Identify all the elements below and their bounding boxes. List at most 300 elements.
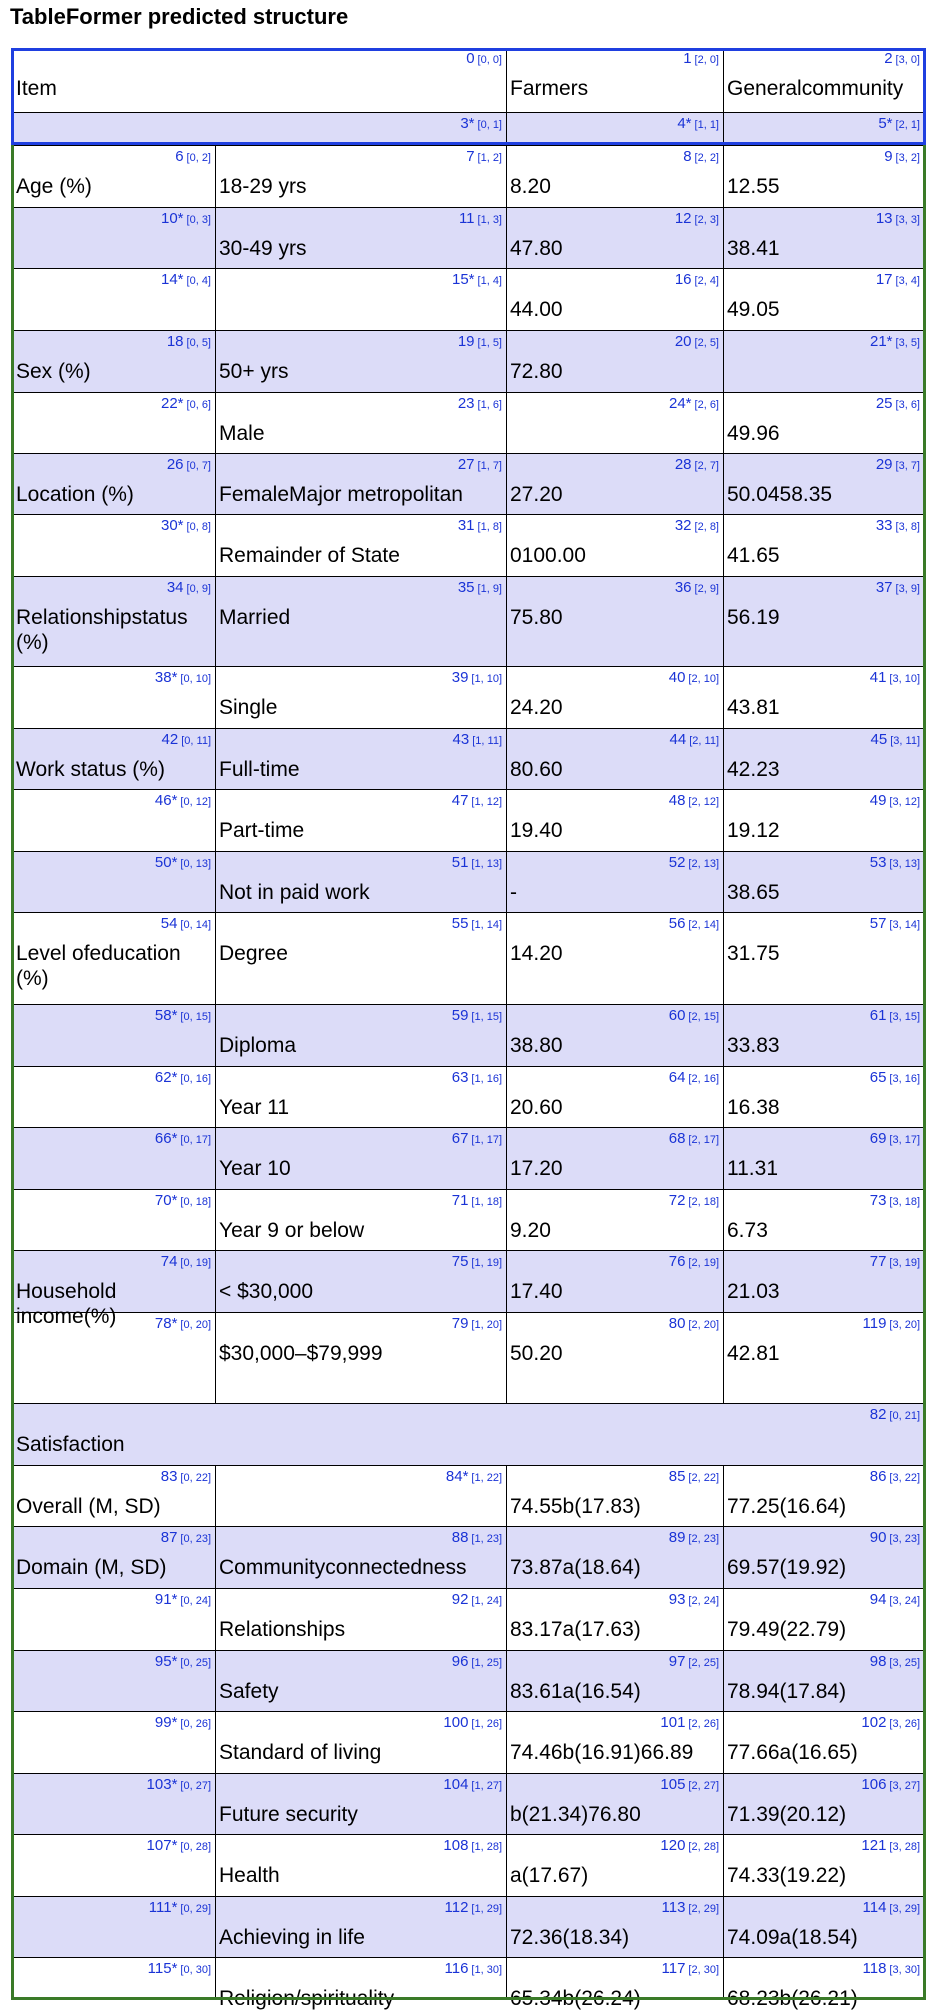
cell-grid-coordinate: [3, 15] bbox=[889, 1011, 920, 1023]
cell-grid-coordinate: [0, 20] bbox=[180, 1319, 211, 1331]
cell-text: 17.20 bbox=[510, 1157, 563, 1180]
cell-grid-coordinate: [0, 10] bbox=[180, 673, 211, 685]
cell-grid-coordinate: [0, 4] bbox=[186, 275, 211, 287]
cell-index-number: 104 bbox=[443, 1776, 469, 1793]
cell-text: Achieving in life bbox=[219, 1926, 365, 1949]
cell-grid-coordinate: [3, 11] bbox=[890, 735, 920, 747]
cell-index-number: 21* bbox=[870, 333, 893, 350]
cell-index-number: 61 bbox=[869, 1007, 887, 1024]
cell-text: Overall (M, SD) bbox=[16, 1495, 161, 1518]
cell-text: 83.17a(17.63) bbox=[510, 1618, 641, 1641]
cell-grid-coordinate: [3, 9] bbox=[895, 583, 920, 595]
cell-grid-coordinate: [2, 6] bbox=[694, 399, 719, 411]
cell-index-number: 11 bbox=[458, 210, 475, 227]
cell-index-number: 69 bbox=[869, 1130, 887, 1147]
cell-index-number: 63 bbox=[451, 1069, 469, 1086]
cell-grid-coordinate: [3, 6] bbox=[895, 399, 920, 411]
cell-grid-coordinate: [2, 2] bbox=[694, 152, 719, 164]
cell-grid-coordinate: [3, 20] bbox=[889, 1319, 920, 1331]
cell-index-number: 34 bbox=[166, 579, 184, 596]
cell-text: Remainder of State bbox=[219, 544, 400, 567]
cell-grid-coordinate: [0, 29] bbox=[180, 1903, 211, 1915]
cell-index-number: 89 bbox=[668, 1529, 686, 1546]
cell-index-number: 70* bbox=[154, 1192, 178, 1209]
cell-grid-coordinate: [2, 0] bbox=[694, 54, 719, 66]
cell-index-number: 10* bbox=[161, 210, 184, 227]
cell-grid-coordinate: [1, 14] bbox=[471, 919, 502, 931]
cell-index-number: 14* bbox=[161, 271, 184, 288]
cell-grid-coordinate: [1, 22] bbox=[471, 1472, 502, 1484]
cell-index-number: 94 bbox=[869, 1591, 887, 1608]
cell-grid-coordinate: [1, 8] bbox=[477, 521, 502, 533]
cell-text: Domain (M, SD) bbox=[16, 1556, 167, 1579]
cell-grid-coordinate: [1, 7] bbox=[477, 460, 502, 472]
cell-grid-coordinate: [0, 14] bbox=[180, 919, 211, 931]
cell-index-number: 12 bbox=[674, 210, 692, 227]
cell-index-number: 4* bbox=[677, 115, 692, 132]
cell-index-number: 107* bbox=[146, 1837, 178, 1854]
cell-grid-coordinate: [0, 17] bbox=[180, 1134, 211, 1146]
cell-grid-coordinate: [2, 19] bbox=[688, 1257, 719, 1269]
cell-index-number: 3* bbox=[460, 115, 475, 132]
cell-text: 11.31 bbox=[727, 1157, 778, 1180]
cell-text: 8.20 bbox=[510, 175, 551, 198]
cell-index-number: 58* bbox=[154, 1007, 178, 1024]
cell-grid-coordinate: [2, 23] bbox=[688, 1533, 719, 1545]
cell-text: 0100.00 bbox=[510, 544, 586, 567]
cell-grid-coordinate: [2, 8] bbox=[694, 521, 719, 533]
cell-text: Part-time bbox=[219, 819, 305, 842]
cell-index-number: 60 bbox=[668, 1007, 686, 1024]
cell-grid-coordinate: [0, 7] bbox=[186, 460, 211, 472]
cell-grid-coordinate: [0, 13] bbox=[180, 858, 211, 870]
cell-grid-coordinate: [2, 18] bbox=[688, 1196, 719, 1208]
cell-text: 20.60 bbox=[510, 1096, 563, 1119]
cell-index-number: 37 bbox=[875, 579, 893, 596]
cell-index-number: 100 bbox=[443, 1714, 469, 1731]
cell-index-number: 112 bbox=[444, 1899, 469, 1916]
cell-index-number: 86 bbox=[869, 1468, 887, 1485]
table-header-border bbox=[11, 48, 926, 145]
cell-index-number: 41 bbox=[869, 669, 887, 686]
cell-text: Standard of living bbox=[219, 1741, 382, 1764]
cell-index-number: 16 bbox=[674, 271, 692, 288]
cell-grid-coordinate: [3, 30] bbox=[889, 1964, 920, 1976]
cell-text: 41.65 bbox=[727, 544, 780, 567]
cell-index-number: 25 bbox=[875, 395, 893, 412]
cell-index-number: 38* bbox=[154, 669, 178, 686]
cell-grid-coordinate: [1, 1] bbox=[694, 119, 719, 131]
cell-grid-coordinate: [0, 22] bbox=[180, 1472, 211, 1484]
cell-index-number: 74 bbox=[160, 1253, 178, 1270]
cell-index-number: 29 bbox=[875, 456, 893, 473]
cell-index-number: 114 bbox=[862, 1899, 887, 1916]
cell-text: 77.66a(16.65) bbox=[727, 1741, 858, 1764]
cell-grid-coordinate: [1, 15] bbox=[471, 1011, 502, 1023]
cell-grid-coordinate: [3, 18] bbox=[889, 1196, 920, 1208]
cell-index-number: 91* bbox=[154, 1591, 178, 1608]
cell-text: 65.34b(26.24) bbox=[510, 1987, 641, 2010]
cell-index-number: 46* bbox=[154, 792, 178, 809]
cell-index-number: 44 bbox=[669, 731, 687, 748]
cell-grid-coordinate: [1, 6] bbox=[477, 399, 502, 411]
cell-text: 80.60 bbox=[510, 758, 563, 781]
cell-text: Safety bbox=[219, 1680, 279, 1703]
cell-index-number: 96 bbox=[451, 1653, 469, 1670]
cell-index-number: 27 bbox=[457, 456, 475, 473]
cell-index-number: 93 bbox=[668, 1591, 686, 1608]
cell-text: 75.80 bbox=[510, 606, 563, 629]
cell-index-number: 65 bbox=[869, 1069, 887, 1086]
cell-text: 14.20 bbox=[510, 942, 563, 965]
cell-index-number: 18 bbox=[166, 333, 184, 350]
cell-grid-coordinate: [2, 17] bbox=[688, 1134, 719, 1146]
cell-index-number: 9 bbox=[884, 148, 893, 165]
cell-text: 21.03 bbox=[727, 1280, 780, 1303]
cell-index-number: 50* bbox=[154, 854, 178, 871]
cell-index-number: 66* bbox=[154, 1130, 178, 1147]
cell-index-number: 119 bbox=[862, 1315, 887, 1332]
cell-text: 12.55 bbox=[727, 175, 780, 198]
cell-grid-coordinate: [3, 25] bbox=[889, 1657, 920, 1669]
cell-index-number: 75 bbox=[451, 1253, 469, 1270]
cell-text: 42.81 bbox=[727, 1342, 780, 1365]
cell-index-number: 102 bbox=[861, 1714, 887, 1731]
cell-index-number: 76 bbox=[668, 1253, 686, 1270]
cell-grid-coordinate: [2, 1] bbox=[895, 119, 920, 131]
cell-text: 74.09a(18.54) bbox=[727, 1926, 858, 1949]
cell-index-number: 121 bbox=[861, 1837, 887, 1854]
cell-index-number: 39 bbox=[451, 669, 469, 686]
cell-index-number: 73 bbox=[869, 1192, 887, 1209]
cell-text: 30-49 yrs bbox=[219, 237, 307, 260]
cell-grid-coordinate: [0, 23] bbox=[180, 1533, 211, 1545]
cell-text: Year 9 or below bbox=[219, 1219, 365, 1242]
cell-text: 68.23b(26.21) bbox=[727, 1987, 858, 2010]
cell-grid-coordinate: [0, 26] bbox=[180, 1718, 211, 1730]
cell-text: 18-29 yrs bbox=[219, 175, 307, 198]
cell-grid-coordinate: [0, 0] bbox=[477, 54, 502, 66]
cell-grid-coordinate: [1, 12] bbox=[471, 796, 502, 808]
cell-text: 79.49(22.79) bbox=[727, 1618, 847, 1641]
cell-text: 83.61a(16.54) bbox=[510, 1680, 641, 1703]
cell-text: 6.73 bbox=[727, 1219, 768, 1242]
cell-grid-coordinate: [3, 19] bbox=[889, 1257, 920, 1269]
cell-grid-coordinate: [1, 16] bbox=[471, 1073, 502, 1085]
cell-text: 38.65 bbox=[727, 881, 780, 904]
cell-index-number: 85 bbox=[668, 1468, 686, 1485]
cell-grid-coordinate: [0, 1] bbox=[477, 119, 502, 131]
cell-text: 43.81 bbox=[727, 696, 780, 719]
cell-index-number: 71 bbox=[451, 1192, 469, 1209]
cell-grid-coordinate: [1, 17] bbox=[471, 1134, 502, 1146]
cell-grid-coordinate: [0, 5] bbox=[186, 337, 211, 349]
cell-text: 31.75 bbox=[727, 942, 780, 965]
cell-grid-coordinate: [1, 24] bbox=[471, 1595, 502, 1607]
cell-index-number: 32 bbox=[674, 517, 692, 534]
cell-index-number: 116 bbox=[444, 1960, 469, 1977]
cell-text: 27.20 bbox=[510, 483, 563, 506]
cell-text: 74.46b(16.91)66.89 bbox=[510, 1741, 694, 1764]
cell-grid-coordinate: [1, 27] bbox=[471, 1780, 502, 1792]
cell-grid-coordinate: [0, 3] bbox=[186, 214, 211, 226]
page-title: TableFormer predicted structure bbox=[10, 4, 349, 29]
cell-index-number: 5* bbox=[878, 115, 893, 132]
cell-grid-coordinate: [2, 11] bbox=[689, 735, 719, 747]
cell-grid-coordinate: [1, 23] bbox=[471, 1533, 502, 1545]
cell-index-number: 35 bbox=[457, 579, 475, 596]
cell-index-number: 19 bbox=[457, 333, 475, 350]
cell-index-number: 72 bbox=[668, 1192, 686, 1209]
cell-grid-coordinate: [3, 17] bbox=[889, 1134, 920, 1146]
cell-text: Single bbox=[219, 696, 278, 719]
cell-index-number: 118 bbox=[862, 1960, 887, 1977]
cell-text: Not in paid work bbox=[219, 881, 370, 904]
cell-grid-coordinate: [3, 14] bbox=[889, 919, 920, 931]
cell-grid-coordinate: [0, 25] bbox=[180, 1657, 211, 1669]
cell-index-number: 108 bbox=[443, 1837, 469, 1854]
cell-grid-coordinate: [0, 15] bbox=[180, 1011, 211, 1023]
cell-index-number: 83 bbox=[160, 1468, 178, 1485]
cell-grid-coordinate: [2, 30] bbox=[688, 1964, 719, 1976]
cell-index-number: 0 bbox=[466, 50, 475, 67]
cell-index-number: 45 bbox=[870, 731, 888, 748]
cell-text: Future security bbox=[219, 1803, 358, 1826]
cell-index-number: 95* bbox=[154, 1653, 178, 1670]
cell-grid-coordinate: [3, 2] bbox=[895, 152, 920, 164]
cell-index-number: 28 bbox=[674, 456, 692, 473]
cell-text: Age (%) bbox=[16, 175, 92, 198]
cell-text: 74.55b(17.83) bbox=[510, 1495, 641, 1518]
cell-grid-coordinate: [2, 9] bbox=[694, 583, 719, 595]
cell-index-number: 105 bbox=[660, 1776, 686, 1793]
cell-grid-coordinate: [2, 3] bbox=[694, 214, 719, 226]
cell-text: 78.94(17.84) bbox=[727, 1680, 847, 1703]
cell-index-number: 52 bbox=[668, 854, 686, 871]
cell-grid-coordinate: [3, 3] bbox=[895, 214, 920, 226]
cell-text: - bbox=[510, 881, 517, 904]
cell-index-number: 80 bbox=[668, 1315, 686, 1332]
cell-text: 9.20 bbox=[510, 1219, 551, 1242]
cell-text: Satisfaction bbox=[16, 1433, 125, 1456]
cell-grid-coordinate: [1, 10] bbox=[471, 673, 502, 685]
cell-index-number: 67 bbox=[451, 1130, 469, 1147]
cell-index-number: 20 bbox=[674, 333, 692, 350]
cell-grid-coordinate: [3, 28] bbox=[889, 1841, 920, 1853]
cell-text: Sex (%) bbox=[16, 360, 91, 383]
cell-index-number: 2 bbox=[884, 50, 893, 67]
cell-text: FemaleMajor metropolitan bbox=[219, 483, 463, 506]
cell-index-number: 98 bbox=[869, 1653, 887, 1670]
cell-grid-coordinate: [3, 16] bbox=[889, 1073, 920, 1085]
cell-text: 49.96 bbox=[727, 422, 780, 445]
cell-grid-coordinate: [3, 10] bbox=[889, 673, 920, 685]
cell-text: Male bbox=[219, 422, 265, 445]
cell-text: Married bbox=[219, 606, 291, 629]
cell-grid-coordinate: [1, 9] bbox=[477, 583, 502, 595]
cell-index-number: 111* bbox=[148, 1899, 178, 1916]
cell-grid-coordinate: [0, 16] bbox=[180, 1073, 211, 1085]
cell-grid-coordinate: [1, 5] bbox=[477, 337, 502, 349]
cell-text: 16.38 bbox=[727, 1096, 780, 1119]
cell-grid-coordinate: [2, 16] bbox=[688, 1073, 719, 1085]
cell-grid-coordinate: [2, 22] bbox=[688, 1472, 719, 1484]
cell-grid-coordinate: [3, 22] bbox=[889, 1472, 920, 1484]
cell-grid-coordinate: [1, 4] bbox=[477, 275, 502, 287]
cell-grid-coordinate: [0, 21] bbox=[889, 1410, 920, 1422]
cell-text: 19.12 bbox=[727, 819, 780, 842]
cell-index-number: 13 bbox=[875, 210, 893, 227]
cell-text: Relationships bbox=[219, 1618, 346, 1641]
cell-text: 69.57(19.92) bbox=[727, 1556, 847, 1579]
cell-index-number: 68 bbox=[668, 1130, 686, 1147]
cell-grid-coordinate: [0, 8] bbox=[186, 521, 211, 533]
cell-grid-coordinate: [3, 12] bbox=[889, 796, 920, 808]
cell-grid-coordinate: [2, 7] bbox=[694, 460, 719, 472]
cell-index-number: 6 bbox=[175, 148, 184, 165]
cell-text: 42.23 bbox=[727, 758, 780, 781]
cell-index-number: 115* bbox=[147, 1960, 178, 1977]
cell-grid-coordinate: [2, 20] bbox=[688, 1319, 719, 1331]
cell-index-number: 103* bbox=[146, 1776, 178, 1793]
cell-grid-coordinate: [0, 27] bbox=[180, 1780, 211, 1792]
cell-index-number: 99* bbox=[154, 1714, 178, 1731]
cell-grid-coordinate: [1, 25] bbox=[471, 1657, 502, 1669]
cell-grid-coordinate: [1, 19] bbox=[471, 1257, 502, 1269]
cell-text: Degree bbox=[219, 942, 288, 965]
cell-grid-coordinate: [3, 29] bbox=[889, 1903, 920, 1915]
cell-grid-coordinate: [2, 15] bbox=[688, 1011, 719, 1023]
cell-grid-coordinate: [2, 27] bbox=[688, 1780, 719, 1792]
cell-text: Work status (%) bbox=[16, 758, 165, 781]
cell-text: Religion/spirituality bbox=[219, 1987, 395, 2010]
cell-index-number: 117 bbox=[661, 1960, 686, 1977]
cell-grid-coordinate: [0, 28] bbox=[180, 1841, 211, 1853]
cell-index-number: 7 bbox=[466, 148, 475, 165]
cell-index-number: 57 bbox=[869, 915, 887, 932]
cell-grid-coordinate: [3, 4] bbox=[895, 275, 920, 287]
cell-grid-coordinate: [1, 29] bbox=[471, 1903, 502, 1915]
cell-index-number: 101 bbox=[660, 1714, 686, 1731]
cell-text: a(17.67) bbox=[510, 1864, 589, 1887]
cell-grid-coordinate: [1, 20] bbox=[471, 1319, 502, 1331]
cell-index-number: 84* bbox=[445, 1468, 469, 1485]
cell-grid-coordinate: [1, 18] bbox=[471, 1196, 502, 1208]
cell-index-number: 59 bbox=[451, 1007, 469, 1024]
cell-index-number: 51 bbox=[451, 854, 469, 871]
cell-index-number: 78* bbox=[154, 1315, 178, 1332]
cell-text: 49.05 bbox=[727, 298, 780, 321]
cell-grid-coordinate: [1, 30] bbox=[471, 1964, 502, 1976]
cell-index-number: 106 bbox=[861, 1776, 887, 1793]
cell-index-number: 17 bbox=[875, 271, 893, 288]
cell-grid-coordinate: [0, 30] bbox=[180, 1964, 211, 1976]
cell-index-number: 54 bbox=[160, 915, 178, 932]
cell-grid-coordinate: [0, 12] bbox=[180, 796, 211, 808]
cell-index-number: 47 bbox=[451, 792, 469, 809]
cell-grid-coordinate: [3, 26] bbox=[889, 1718, 920, 1730]
cell-grid-coordinate: [1, 2] bbox=[477, 152, 502, 164]
cell-text: Generalcommunity bbox=[727, 77, 904, 100]
cell-grid-coordinate: [0, 2] bbox=[186, 152, 211, 164]
cell-text: < $30,000 bbox=[219, 1280, 314, 1303]
cell-grid-coordinate: [1, 11] bbox=[472, 735, 502, 747]
cell-grid-coordinate: [0, 19] bbox=[180, 1257, 211, 1269]
cell-text: Relationshipstatus (%) bbox=[16, 606, 188, 654]
cell-grid-coordinate: [0, 11] bbox=[181, 735, 211, 747]
cell-grid-coordinate: [1, 28] bbox=[471, 1841, 502, 1853]
cell-grid-coordinate: [2, 14] bbox=[688, 919, 719, 931]
cell-index-number: 113 bbox=[661, 1899, 686, 1916]
cell-index-number: 79 bbox=[451, 1315, 469, 1332]
cell-grid-coordinate: [3, 0] bbox=[895, 54, 920, 66]
cell-grid-coordinate: [2, 10] bbox=[688, 673, 719, 685]
cell-text: Household income(%) bbox=[16, 1280, 117, 1328]
cell-text: 73.87a(18.64) bbox=[510, 1556, 641, 1579]
cell-grid-coordinate: [2, 26] bbox=[688, 1718, 719, 1730]
cell-text: 50.0458.35 bbox=[727, 483, 833, 506]
cell-text: 72.80 bbox=[510, 360, 563, 383]
cell-text: 47.80 bbox=[510, 237, 563, 260]
cell-index-number: 88 bbox=[451, 1529, 469, 1546]
cell-index-number: 77 bbox=[869, 1253, 887, 1270]
cell-grid-coordinate: [2, 28] bbox=[688, 1841, 719, 1853]
cell-grid-coordinate: [3, 5] bbox=[895, 337, 920, 349]
cell-index-number: 24* bbox=[669, 395, 692, 412]
cell-grid-coordinate: [3, 7] bbox=[895, 460, 920, 472]
cell-text: Level ofeducation (%) bbox=[16, 942, 181, 990]
cell-index-number: 1 bbox=[683, 50, 692, 67]
cell-text: Item bbox=[16, 77, 57, 100]
cell-grid-coordinate: [2, 12] bbox=[688, 796, 719, 808]
cell-text: 74.33(19.22) bbox=[727, 1864, 847, 1887]
cell-text: 56.19 bbox=[727, 606, 780, 629]
cell-text: 71.39(20.12) bbox=[727, 1803, 847, 1826]
cell-index-number: 56 bbox=[668, 915, 686, 932]
cell-index-number: 15* bbox=[452, 271, 475, 288]
cell-index-number: 62* bbox=[154, 1069, 178, 1086]
cell-index-number: 43 bbox=[452, 731, 470, 748]
cell-text: Health bbox=[219, 1864, 280, 1887]
cell-index-number: 120 bbox=[660, 1837, 686, 1854]
cell-text: Year 10 bbox=[219, 1157, 291, 1180]
cell-text: 44.00 bbox=[510, 298, 563, 321]
cell-index-number: 64 bbox=[668, 1069, 686, 1086]
cell-grid-coordinate: [2, 13] bbox=[688, 858, 719, 870]
cell-text: 38.80 bbox=[510, 1034, 563, 1057]
cell-text: 19.40 bbox=[510, 819, 563, 842]
cell-grid-coordinate: [1, 13] bbox=[471, 858, 502, 870]
cell-grid-coordinate: [0, 9] bbox=[186, 583, 211, 595]
cell-text: Location (%) bbox=[16, 483, 134, 506]
cell-index-number: 23 bbox=[457, 395, 475, 412]
cell-index-number: 92 bbox=[451, 1591, 469, 1608]
cell-index-number: 40 bbox=[668, 669, 686, 686]
cell-text: Full-time bbox=[219, 758, 300, 781]
cell-grid-coordinate: [3, 24] bbox=[889, 1595, 920, 1607]
cell-index-number: 55 bbox=[451, 915, 469, 932]
cell-text: 50+ yrs bbox=[219, 360, 289, 383]
cell-text: 24.20 bbox=[510, 696, 563, 719]
cell-index-number: 53 bbox=[869, 854, 887, 871]
cell-text: 33.83 bbox=[727, 1034, 780, 1057]
cell-index-number: 33 bbox=[875, 517, 893, 534]
cell-index-number: 31 bbox=[457, 517, 475, 534]
cell-index-number: 26 bbox=[166, 456, 184, 473]
cell-grid-coordinate: [3, 13] bbox=[889, 858, 920, 870]
cell-text: Diploma bbox=[219, 1034, 297, 1057]
cell-grid-coordinate: [2, 29] bbox=[688, 1903, 719, 1915]
